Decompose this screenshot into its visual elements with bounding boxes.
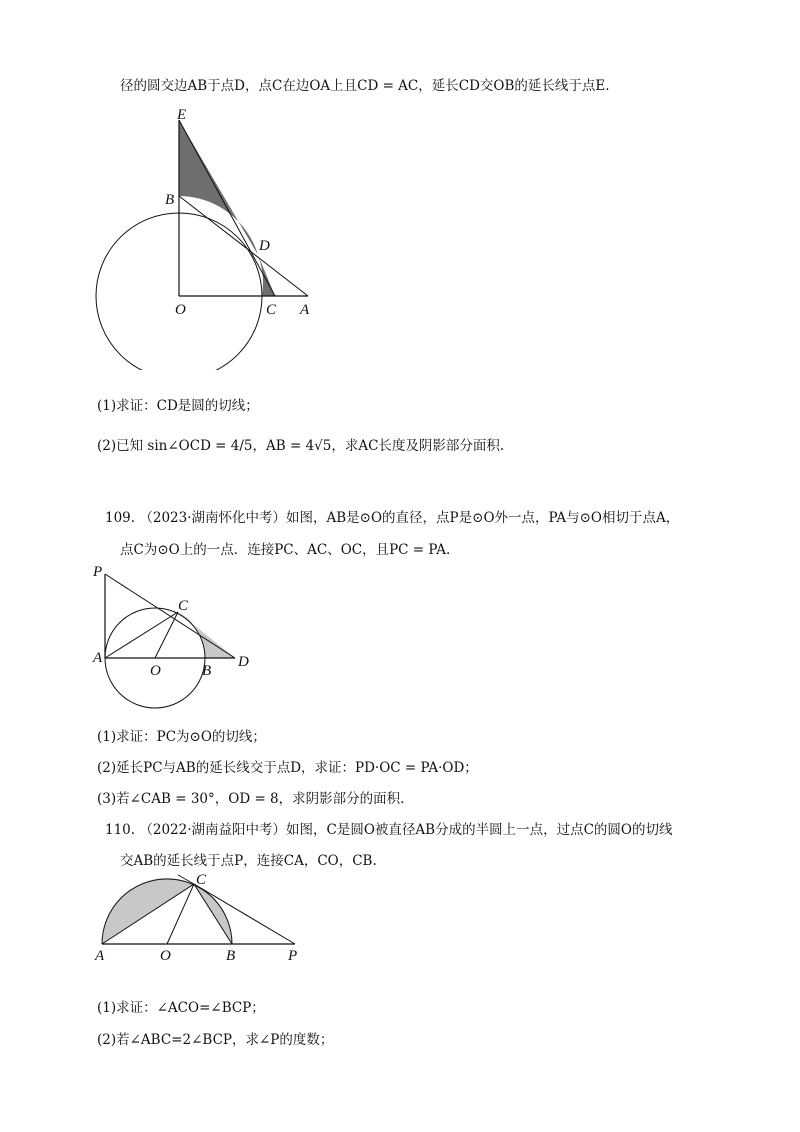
figure-108 — [90, 108, 330, 370]
label-b: B — [226, 948, 236, 964]
label-c: C — [266, 302, 277, 318]
label-o: O — [150, 663, 161, 679]
label-o: O — [160, 948, 171, 964]
shaded-region-upper — [179, 120, 258, 255]
problem-109-intro: 109. （2023·湖南怀化中考）如图，AB是⊙O的直径，点P是⊙O外一点，PA与⊙O相切于点A， — [105, 510, 680, 526]
problem-110-part1: (1)求证：∠ACO=∠BCP； — [97, 1000, 265, 1016]
label-d: D — [259, 238, 270, 254]
problem-109-intro-2: 点C为⊙O上的一点．连接PC、AC、OC，且PC = PA. — [120, 542, 451, 558]
label-b: B — [202, 663, 212, 679]
problem-108-part2: (2)已知 sin∠OCD = 4/5，AB = 4√5，求AC长度及阴影部分面积. — [97, 438, 505, 454]
problem-109-part3: (3)若∠CAB = 30°，OD = 8，求阴影部分的面积. — [97, 791, 405, 807]
label-a: A — [93, 650, 103, 666]
label-b: B — [165, 192, 175, 208]
label-p: P — [93, 564, 103, 580]
shaded-region-lower — [258, 255, 275, 296]
label-o: O — [175, 302, 186, 318]
problem-109-part2: (2)延长PC与AB的延长线交于点D，求证：PD·OC = PA·OD； — [97, 760, 478, 776]
label-c: C — [178, 598, 189, 614]
label-c: C — [196, 872, 207, 888]
label-e: E — [177, 108, 187, 123]
figure-109 — [90, 562, 260, 712]
problem-109-part1: (1)求证：PC为⊙O的切线； — [97, 729, 266, 745]
label-a: A — [300, 302, 310, 318]
figure-110 — [90, 870, 305, 964]
problem-108-continuation: 径的圆交边AB于点D，点C在边OA上且CD = AC，延长CD交OB的延长线于点E. — [120, 78, 610, 94]
problem-110-part2: (2)若∠ABC=2∠BCP，求∠P的度数； — [97, 1032, 334, 1048]
label-p: P — [288, 948, 298, 964]
label-a: A — [95, 948, 105, 964]
problem-110-intro-2: 交AB的延长线于点P，连接CA，CO，CB. — [120, 853, 377, 869]
label-d: D — [238, 654, 249, 670]
problem-108-part1: (1)求证：CD是圆的切线； — [97, 398, 259, 414]
problem-110-intro: 110. （2022·湖南益阳中考）如图，C是圆O被直径AB分成的半圆上一点，过点C的圆O的切线 — [105, 822, 673, 838]
shaded-segment-ac — [102, 878, 194, 944]
